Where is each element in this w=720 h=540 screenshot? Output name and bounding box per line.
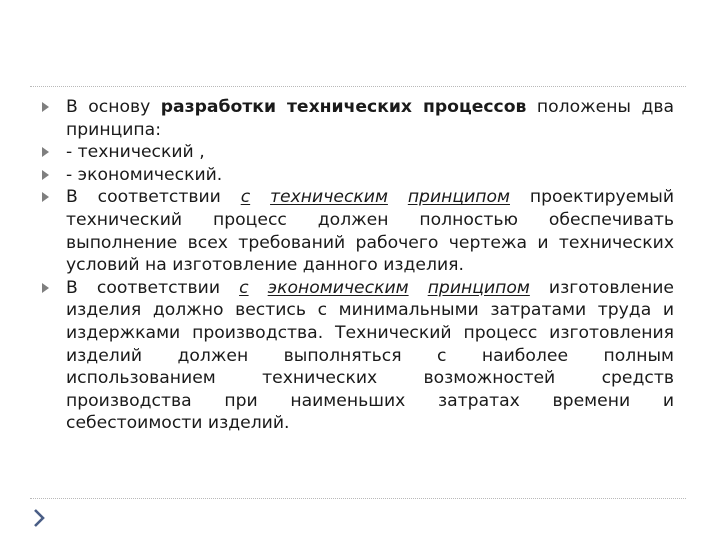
bullet-arrow-icon xyxy=(42,170,49,180)
underlined-term: с xyxy=(239,277,249,298)
item-text: В основу xyxy=(66,97,161,117)
list-item xyxy=(40,96,674,141)
underlined-term: с xyxy=(240,187,251,208)
item-text: В соответствии xyxy=(66,187,241,208)
item-text: проектируемый технический процесс должен полностью обеспечивать выполнение всех требований рабочего чертежа и технических условий на изготовление данного изделия. xyxy=(66,187,675,276)
bullet-arrow-icon xyxy=(42,147,49,157)
bullet-arrow-icon xyxy=(42,283,49,293)
top-divider xyxy=(30,86,686,87)
next-slide-arrow-icon xyxy=(26,504,54,532)
item-text: - экономический. xyxy=(66,164,223,185)
next-slide-button[interactable] xyxy=(26,504,54,532)
bullet-arrow-icon xyxy=(42,102,49,112)
item-bold-phrase: разработки технических процессов xyxy=(160,97,527,117)
bullet-arrow-icon xyxy=(42,192,49,202)
list-item xyxy=(40,141,674,164)
item-text: изготовление изделия должно вестись с минимальными затратами труда и издержками производства. Технический процесс изготовления изделий должен выполняться с наиболее полным использованием технических возможностей средств производства при наименьших затратах времени и себестоимости изделий. xyxy=(66,277,674,434)
underlined-term: техническим xyxy=(270,187,388,208)
underlined-term: экономическим xyxy=(267,277,409,298)
underlined-term: принципом xyxy=(407,187,510,208)
list-item xyxy=(40,277,674,435)
item-text: В соответствии xyxy=(66,277,240,298)
list-item xyxy=(40,164,674,187)
item-text: - технический , xyxy=(66,142,205,163)
underlined-term: принципом xyxy=(427,277,530,298)
list-item xyxy=(40,186,674,276)
item-text: положены два принципа: xyxy=(66,97,674,140)
bottom-divider xyxy=(30,498,686,499)
slide-content xyxy=(40,96,674,435)
